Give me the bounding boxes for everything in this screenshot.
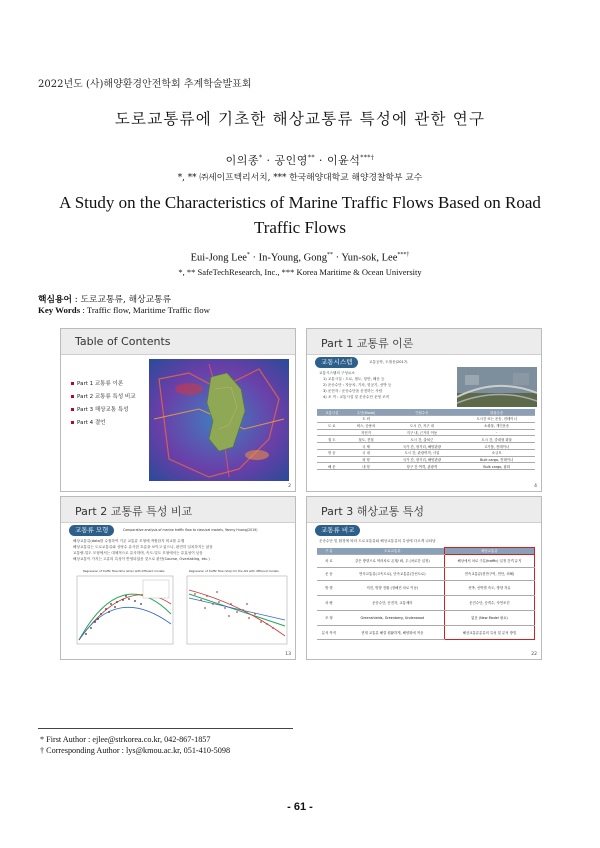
table-row [317, 436, 535, 443]
slide-bullet: 교통량-밀도 모형에서는 대체적으로 유사하며, 속도-밀도 모형에서는 유효성이 낮음 [73, 551, 203, 555]
author-3: 이윤석 [326, 154, 361, 167]
author-sep: · [333, 252, 342, 264]
table-cell: 분석 목적 [317, 625, 341, 639]
table-row [317, 595, 535, 610]
table-cell: 고가품, 컨테이너 [458, 443, 535, 450]
table-row [317, 449, 535, 456]
korea-traffic-map-image [149, 359, 289, 481]
footnote-divider [38, 728, 293, 729]
author-sep: · [249, 252, 259, 264]
table-cell [317, 443, 347, 450]
table-cell: 현재 교통류 해결 원활하게, 해양화에 적응 [341, 625, 445, 639]
page-number: - 61 - [287, 801, 313, 813]
author-sep: · [262, 154, 275, 167]
slide-title: Table of Contents [75, 335, 171, 348]
table-cell: Bulk cargo, 컨테이너 [458, 456, 535, 463]
table-header-cell: 교통시설 [317, 409, 347, 416]
slide-title: Part 2 교통류 특성 비교 [75, 505, 193, 518]
table-cell: 지구 내, 근거리 이동 [386, 429, 459, 436]
table-cell: 철 도 [317, 436, 347, 443]
table-cell: 소화물, 개인운송 [458, 422, 535, 429]
english-affiliation: *, ** SafeTechResearch, Inc., *** Korea Maritime & Ocean University [178, 267, 422, 277]
author-3-en-mark: ***† [397, 252, 410, 258]
table-cell: 버스, 승용차 [347, 422, 386, 429]
korean-affiliation: *, ** ㈜세이프텍리서치, *** 한국해양대학교 해양경찰학부 교수 [177, 173, 423, 183]
author-1-en-mark: * [246, 252, 250, 258]
table-cell: 운 동 [317, 567, 341, 580]
keywords-label: Key Words [38, 305, 81, 315]
korean-authors [0, 152, 600, 168]
slide-bullet: 해상교통류(data를 수집하여 기존 교통류 모형에 적합한지 비교를 수행 [73, 539, 185, 543]
keywords-value: : 도로교통류, 해상교통류 [72, 295, 172, 305]
toc-item: Part 1 교통류 이론 [71, 379, 123, 387]
table-cell: Bulk cargo, 잡화 [458, 463, 535, 470]
table-cell: 해상에서 차로 구분(traffic) 일정 간격 유지 [444, 554, 534, 567]
table-cell: 도 로 [317, 422, 347, 429]
table-cell: 도시간 또는 운송, 컨테이너 [458, 416, 535, 423]
english-authors [0, 252, 600, 264]
table-cell: 차 로 [317, 554, 341, 567]
table-row [317, 554, 535, 567]
conference-header: 2022년도 (사)해양환경안전학회 추계학술발표회 [38, 79, 252, 90]
table-cell: 해 운 [317, 463, 347, 470]
slide-title: Part 3 해상교통 특성 [321, 505, 424, 518]
table-row [317, 443, 535, 450]
table-row [317, 429, 535, 436]
author-1-mark: * [259, 154, 263, 162]
list-item: 1) 교통시설 : 도로, 철도, 항만, 해운 등 [323, 377, 385, 381]
table-header-cell: 구 분 [317, 548, 341, 555]
toc-item: Part 2 교통류 특성 비교 [71, 392, 136, 400]
table-cell: 외 항 [347, 456, 386, 463]
keywords-label: 핵심용어 [38, 295, 72, 305]
table-cell: 연속교통류(고속도로), 단속교통류(간선도로) [341, 567, 445, 580]
table-header-cell: 도로교통류 [341, 548, 445, 555]
author-2-en: In-Young, Gong [258, 252, 328, 264]
table-cell: 없음 (New Model 필요) [444, 610, 534, 625]
keywords-korean [38, 292, 171, 305]
author-sep: · [314, 154, 327, 167]
footnote-mark: * [40, 735, 45, 744]
table-row [317, 625, 535, 639]
slide-bullet: 운송수단 및 환경에 따라 도로교통류와 해상교통류의 특성에 다르게 나타남 [319, 539, 436, 543]
slide-page-number: 4 [534, 484, 537, 489]
toc-item: Part 4 결언 [71, 418, 105, 426]
table-cell: 항 공 [317, 449, 347, 456]
table-cell: 도시 간, 지구 내 [386, 422, 459, 429]
table-cell [317, 416, 347, 423]
author-3-en: Yun-sok, Lee [341, 252, 398, 264]
table-cell: 소규모 [458, 449, 535, 456]
author-3-mark: ***† [360, 154, 375, 162]
slide-part1 [306, 328, 542, 492]
table-cell [317, 429, 347, 436]
toc-item: Part 3 해상교통 특성 [71, 405, 128, 413]
table-cell: 국가 간, 장거리, 해양관광 [386, 443, 459, 450]
list-item: 3) 운전자 : 운송수단을 운전하는 사람 [323, 389, 383, 393]
chart-title: Regression of traffic flow-time (ship) with different models [83, 569, 165, 573]
table-cell: 트 럭 [347, 416, 386, 423]
table-cell: 국 내 [347, 449, 386, 456]
table-cell: 운송수단, 운전자, 교통제어 [341, 595, 445, 610]
author-2: 공인영 [274, 154, 308, 167]
footnote-mark: † [40, 746, 45, 755]
table-row [317, 456, 535, 463]
traffic-flow-comparison-table [317, 547, 535, 640]
table-cell: 모 형 [317, 610, 341, 625]
author-2-mark: ** [307, 154, 315, 162]
footnote-first-author [40, 735, 210, 744]
regression-chart-2-image [181, 574, 289, 650]
keywords-english [38, 305, 210, 315]
table-row [317, 463, 535, 470]
table-cell: 자전거 [347, 429, 386, 436]
table-cell: 국 제 [347, 443, 386, 450]
table-row [317, 416, 535, 423]
footnote-text: Corresponding Author : lys@kmou.ac.kr, 051-410-5098 [46, 746, 231, 755]
table-cell: 차 량 [317, 595, 341, 610]
table-cell: 도시 간, 출퇴근 [386, 436, 459, 443]
slide-page-number: 22 [531, 652, 537, 657]
table-cell: 내 항 [347, 463, 386, 470]
table-header-cell: 화물수송 [458, 409, 535, 416]
transport-system-table [317, 409, 535, 470]
slide-header [61, 329, 295, 355]
author-2-en-mark: ** [327, 252, 334, 258]
table-cell: 항구 간 여객, 관광객 [386, 463, 459, 470]
slide-page-number: 13 [285, 652, 291, 657]
chart-title: Regression of traffic flow (ship) for the AIS with different models [189, 569, 279, 573]
list-item: 2) 운송수단 : 자동차, 기차, 항공기, 선박 등 [323, 383, 392, 387]
keywords-value: : Traffic flow, Maritime Traffic flow [80, 305, 210, 315]
footnote-text: First Author : ejlee@strkorea.co.kr, 042-867-1857 [46, 735, 211, 744]
table-cell: 도시 간, 중대형 화물 [458, 436, 535, 443]
slide-page-number: 2 [288, 484, 291, 489]
slide-header [61, 497, 295, 523]
slide-bullet: 해상교통이 가지는 고유의 특성이 반영되었음 것으로 판단(Course, Overtaking, etc.) [73, 557, 210, 561]
author-1-en: Eui-Jong Lee [190, 252, 247, 264]
slide-part2 [60, 496, 296, 660]
slide-bullet: 해상교통류는 도로교통류와 상당수 유사한 흐름을 보이고 있으나, 완전히 일치하지는 않음 [73, 545, 213, 549]
table-cell: - [458, 429, 535, 436]
slide-part3 [306, 496, 542, 660]
table-cell: 선박, 선박별 속도, 방향 자유 [444, 580, 534, 595]
table-row [317, 567, 535, 580]
slide-header [307, 497, 541, 523]
author-1: 이의종 [225, 154, 260, 167]
table-header-row [317, 548, 535, 555]
regression-chart-1-image [71, 574, 175, 650]
slide-table-of-contents [60, 328, 296, 492]
table-cell: 운전수단, 승객수, 자연조건 [444, 595, 534, 610]
table-cell: 국가 간, 장거리, 해양관광 [386, 456, 459, 463]
table-cell [386, 416, 459, 423]
table-cell: 해상교통류분류의 특성 및 분석 방법 [444, 625, 534, 639]
table-cell: 철도, 전철 [347, 436, 386, 443]
table-cell: 같은 방향으로 여러차로 존재/ 좌, 우 (차로간 일정) [341, 554, 445, 567]
table-cell: 도시 간, 관광여객, 사업 [386, 449, 459, 456]
table-cell [317, 456, 347, 463]
english-title: A Study on the Characteristics of Marine Traffic Flows Based on Road Traffic Flows [59, 193, 541, 237]
table-cell: Greenshields, Greenberg, Underwood [341, 610, 445, 625]
transport-photo-image [457, 367, 537, 407]
section-pill: 교통류 모형 [69, 525, 114, 536]
list-item: 4) 조 직 : 교통시설 및 운송수단 운영 조직 [323, 395, 390, 399]
slide-title: Part 1 교통류 이론 [321, 337, 414, 350]
slide-bullet: 교통시스템의 구성요소 [319, 371, 355, 375]
table-header-cell: 인원수송 [386, 409, 459, 416]
table-cell: 방 향 [317, 580, 341, 595]
korean-title: 도로교통류에 기초한 해상교통류 특성에 관한 연구 [114, 110, 486, 128]
table-row [317, 580, 535, 595]
section-pill: 교통류 비교 [315, 525, 360, 536]
table-cell: 직진, 방향 전환 (정해진 차로 이동) [341, 580, 445, 595]
table-row [317, 610, 535, 625]
slide-header [307, 329, 541, 355]
table-cell: 연속교통류(항만구역, 연안, 외해) [444, 567, 534, 580]
section-pill: 교통시스템 [315, 357, 358, 368]
reference-note: Comparative analysis of marine traffic flow to classical models, Yanmy Huang(2019) [123, 528, 258, 532]
footnote-corresponding-author [40, 746, 230, 755]
reference-note: 교통공학, 도철웅(2017) [369, 360, 408, 364]
table-header-cell: 수단(Mode) [347, 409, 386, 416]
table-header-cell: 해상교통류 [444, 548, 534, 555]
table-row [317, 422, 535, 429]
